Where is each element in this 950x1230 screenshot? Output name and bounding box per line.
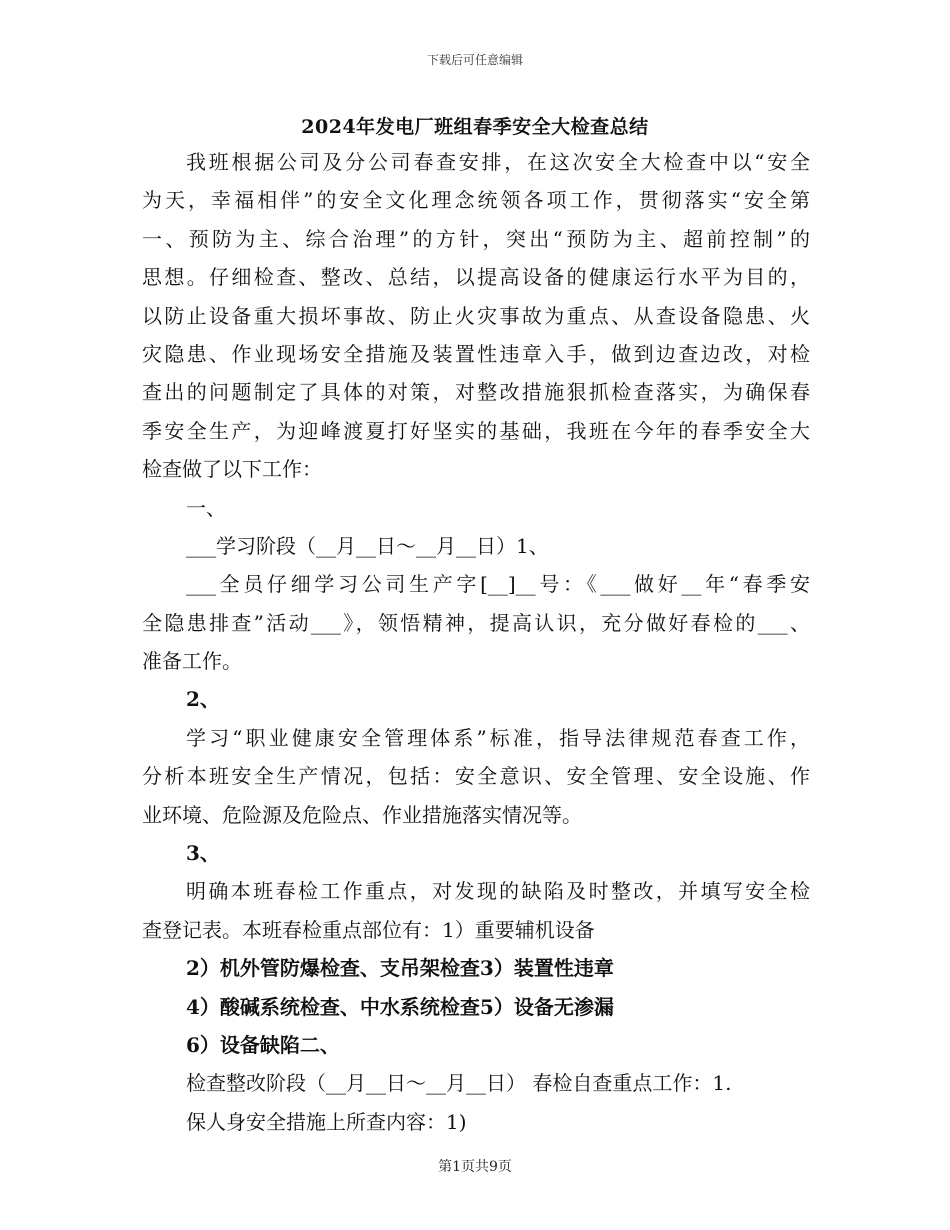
- paragraph-line: 一、预防为主、综合治理”的方针，突出“预防为主、超前控制”的: [142, 226, 810, 251]
- paragraph-line: 我班根据公司及分公司春查安排，在这次安全大检查中以“安全: [186, 150, 810, 174]
- paragraph-line: 查出的问题制定了具体的对策，对整改措施狠抓检查落实，为确保春: [142, 380, 810, 405]
- paragraph-line: 明确本班春检工作重点，对发现的缺陷及时整改，并填写安全检: [186, 879, 810, 904]
- paragraph-line: 全隐患排查”活动___》，领悟精神，提高认识，充分做好春检的___、: [142, 610, 810, 635]
- paragraph-line: 学习“职业健康安全管理体系”标准，指导法律规范春查工作，: [186, 725, 810, 750]
- section-heading: 3、: [186, 841, 220, 866]
- paragraph-line: 查登记表。本班春检重点部位有：1）重要辅机设备: [142, 917, 595, 942]
- paragraph-line: 检查做了以下工作：: [142, 457, 322, 482]
- paragraph-line: 保人身安全措施上所查内容：1): [186, 1109, 467, 1134]
- page-number: 第1页共9页: [438, 1159, 512, 1175]
- document-title: 2024年发电厂班组春季安全大检查总结: [301, 116, 649, 138]
- paragraph-line: 季安全生产，为迎峰渡夏打好坚实的基础，我班在今年的春季安全大: [142, 418, 810, 443]
- paragraph-line: ___全员仔细学习公司生产字[__]__号：《___做好__年“春季安: [186, 572, 810, 597]
- list-item: 4）酸碱系统检查、中水系统检查5）设备无渗漏: [186, 994, 614, 1019]
- list-item: 2）机外管防爆检查、支吊架检查3）装置性违章: [186, 956, 614, 981]
- paragraph-line: 为天，幸福相伴”的安全文化理念统领各项工作，贯彻落实“安全第: [142, 188, 810, 213]
- paragraph-line: 思想。仔细检查、整改、总结，以提高设备的健康运行水平为目的，: [142, 265, 810, 290]
- list-item: 6）设备缺陷二、: [186, 1032, 340, 1057]
- section-heading: 2、: [186, 687, 220, 712]
- paragraph-line: 灾隐患、作业现场安全措施及装置性违章入手，做到边查边改，对检: [142, 341, 810, 366]
- paragraph-line: ___学习阶段（__月__日～__月__日）1、: [186, 533, 549, 558]
- page-header-note: 下载后可任意编辑: [426, 53, 523, 67]
- section-heading: 一、: [186, 495, 226, 520]
- paragraph-line: 分析本班安全生产情况，包括：安全意识、安全管理、安全设施、作: [142, 764, 810, 789]
- paragraph-line: 以防止设备重大损坏事故、防止火灾事故为重点、从查设备隐患、火: [142, 303, 810, 328]
- paragraph-line: 业环境、危险源及危险点、作业措施落实情况等。: [142, 802, 582, 827]
- paragraph-line: 检查整改阶段（__月__日～__月__日） 春检自查重点工作：1.: [186, 1071, 732, 1096]
- paragraph-line: 准备工作。: [142, 649, 242, 674]
- document-body: [142, 143, 810, 1141]
